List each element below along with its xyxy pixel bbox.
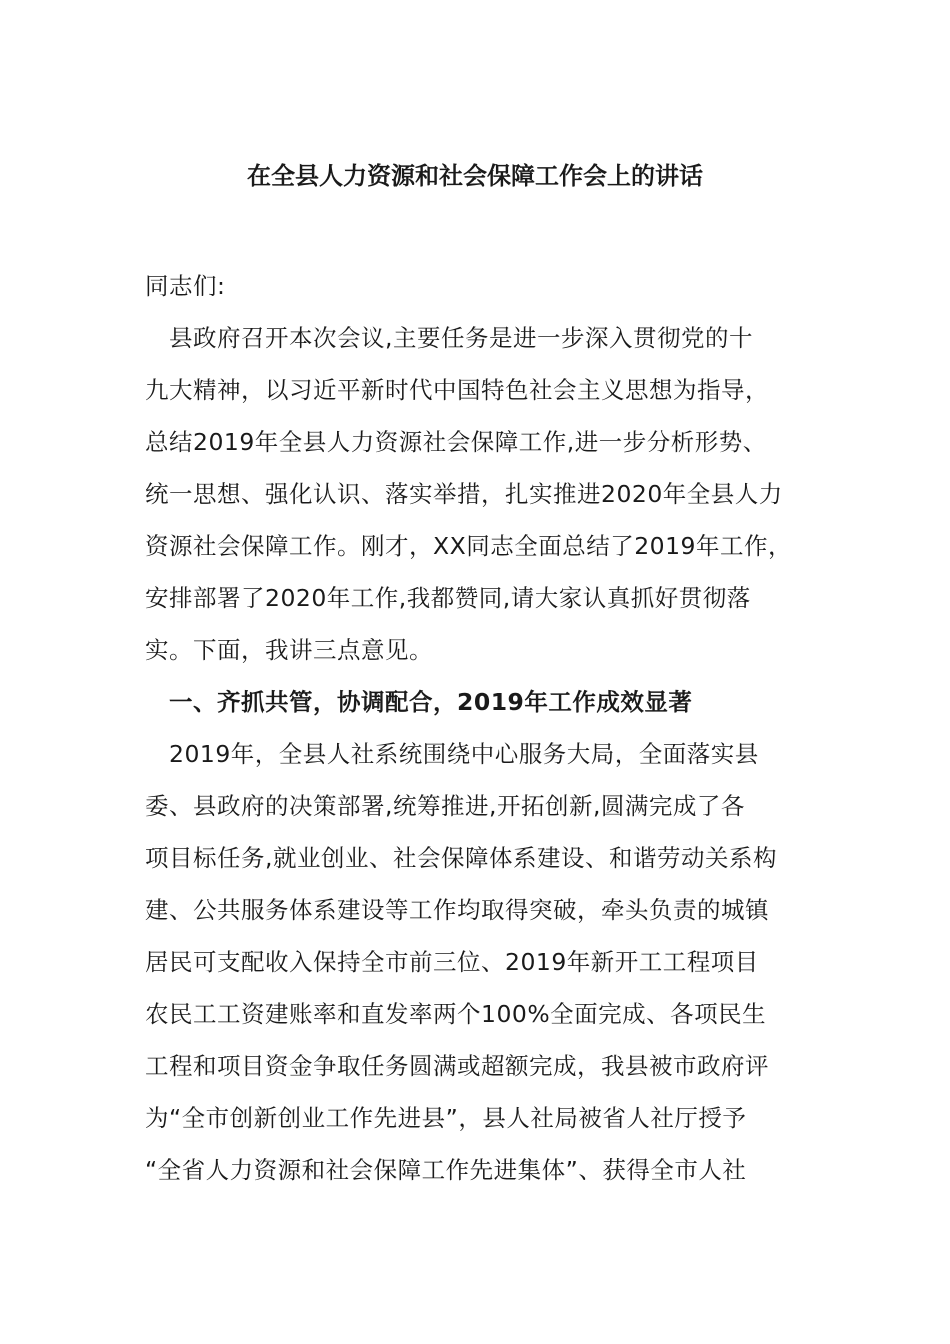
body-line: 居民可支配收入保持全市前三位、2019年新开工工程项目 [145,948,759,976]
body-line: 工程和项目资金争取任务圆满或超额完成，我县被市政府评 [145,1052,769,1080]
body-line: 资源社会保障工作。刚才，XX同志全面总结了2019年工作， [145,532,793,560]
document-body [145,268,809,1204]
body-line: 实。下面，我讲三点意见。 [145,636,433,664]
salutation-line: 同志们: [145,272,226,300]
body-line: 统一思想、强化认识、落实举措，扎实推进2020年全县人力 [145,480,783,508]
body-line: 九大精神，以习近平新时代中国特色社会主义思想为指导， [145,376,769,404]
body-line: 委、县政府的决策部署,统筹推进,开拓创新,圆满完成了各 [145,792,745,820]
body-line: 项目标任务,就业创业、社会保障体系建设、和谐劳动关系构 [145,844,777,872]
document-title: 在全县人力资源和社会保障工作会上的讲话 [247,162,703,190]
body-line: 为“全市创新创业工作先进县”，县人社局被省人社厅授予 [145,1104,747,1132]
section-heading: 一、齐抓共管，协调配合，2019年工作成效显著 [145,688,693,716]
body-line: 农民工工资建账率和直发率两个100%全面完成、各项民生 [145,1000,767,1028]
body-line: “全省人力资源和社会保障工作先进集体”、获得全市人社 [145,1156,747,1184]
body-line: 2019年，全县人社系统围绕中心服务大局，全面落实县 [145,740,759,768]
body-line: 县政府召开本次会议,主要任务是进一步深入贯彻党的十 [145,324,753,352]
body-line: 总结2019年全县人力资源社会保障工作,进一步分析形势、 [145,428,767,456]
body-line: 建、公共服务体系建设等工作均取得突破，牵头负责的城镇 [145,896,769,924]
body-line: 安排部署了2020年工作,我都赞同,请大家认真抓好贯彻落 [145,584,751,612]
